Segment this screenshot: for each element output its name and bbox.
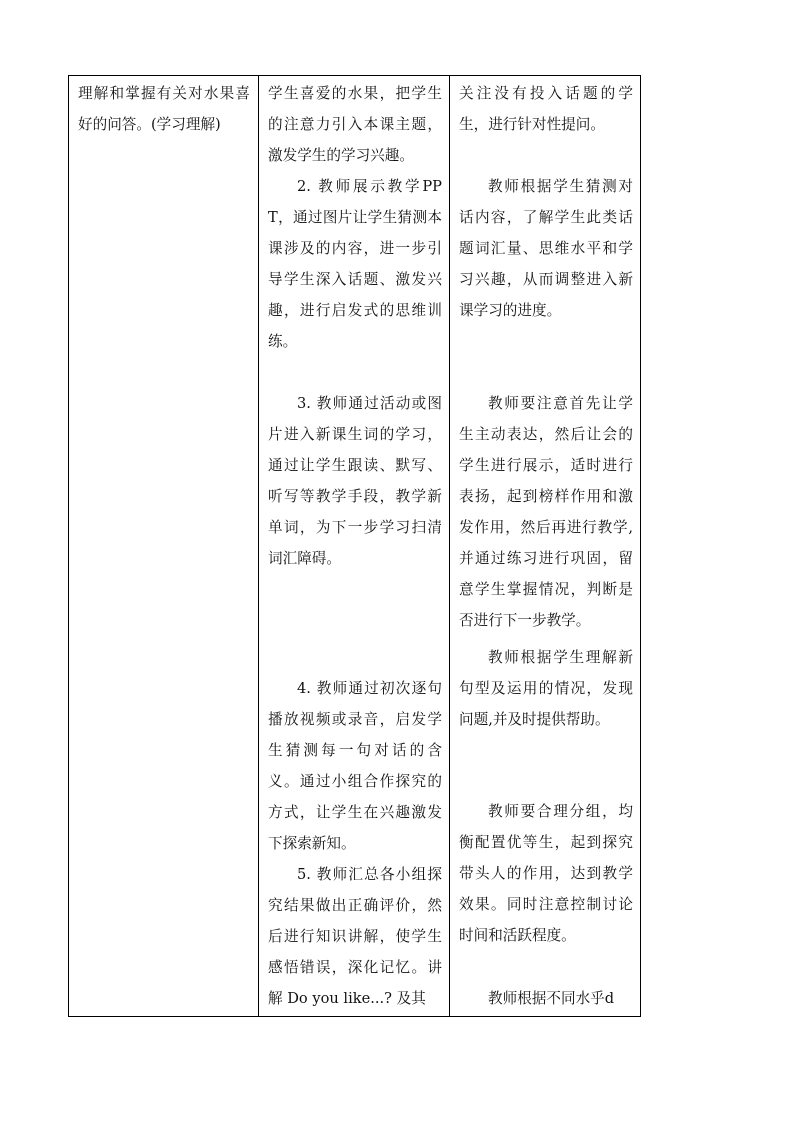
teaching-notes-cell — [450, 76, 641, 1017]
note4: 教师根据学生理解新句型及运用的情况，发现问题,并及时提供帮助。 — [459, 649, 633, 728]
activity-step2: 2. 教师展示教学PPT，通过图片让学生猜测本课涉及的内容，进一步引导学生深入话题、激发兴趣，进行启发式的思维训练。 — [268, 178, 442, 350]
teacher-activity-cell — [259, 76, 450, 1017]
activity-step4: 4. 教师通过初次逐句播放视频或录音，启发学生猜测每一句对话的含义。通过小组合作探究的方式，让学生在兴趣激发下探索新知。 — [268, 680, 442, 852]
learning-objective-text: 理解和掌握有关对水果喜好的问答。(学习理解) — [78, 85, 250, 133]
lesson-plan-table — [68, 75, 641, 1017]
table-row — [69, 76, 641, 1017]
note2: 教师根据学生猜测对话内容，了解学生此类话题词汇量、思维水平和学习兴趣，从而调整进入新课学习的进度。 — [459, 178, 633, 319]
note6: 教师根据不同水乎d — [488, 990, 615, 1007]
note3: 教师要注意首先让学生主动表达，然后让会的学生进行展示，适时进行表扬，起到榜样作用和激发作用，然后再进行教学,并通过练习进行巩固，留意学生掌握情况，判断是否进行下一步教学。 — [459, 395, 633, 629]
note5: 教师要合理分组，均衡配置优等生，起到探究带头人的作用，达到教学效果。同时注意控制讨论时间和活跃程度。 — [459, 803, 633, 944]
activity-step1-continued: 学生喜爱的水果，把学生的注意力引入本课主题，激发学生的学习兴趣。 — [268, 85, 442, 164]
activity-step3: 3. 教师通过活动或图片进入新课生词的学习，通过让学生跟读、默写、听写等教学手段，教学新单词，为下一步学习扫清词汇障碍。 — [268, 395, 442, 567]
objective-cell — [69, 76, 259, 1017]
note1-continued: 关注没有投入话题的学生，进行针对性提问。 — [459, 85, 633, 133]
activity-step5: 5. 教师汇总各小组探究结果做出正确评价，然后进行知识讲解，使学生感悟错误，深化记忆。讲解 Do you like...? 及其 — [268, 866, 442, 1007]
